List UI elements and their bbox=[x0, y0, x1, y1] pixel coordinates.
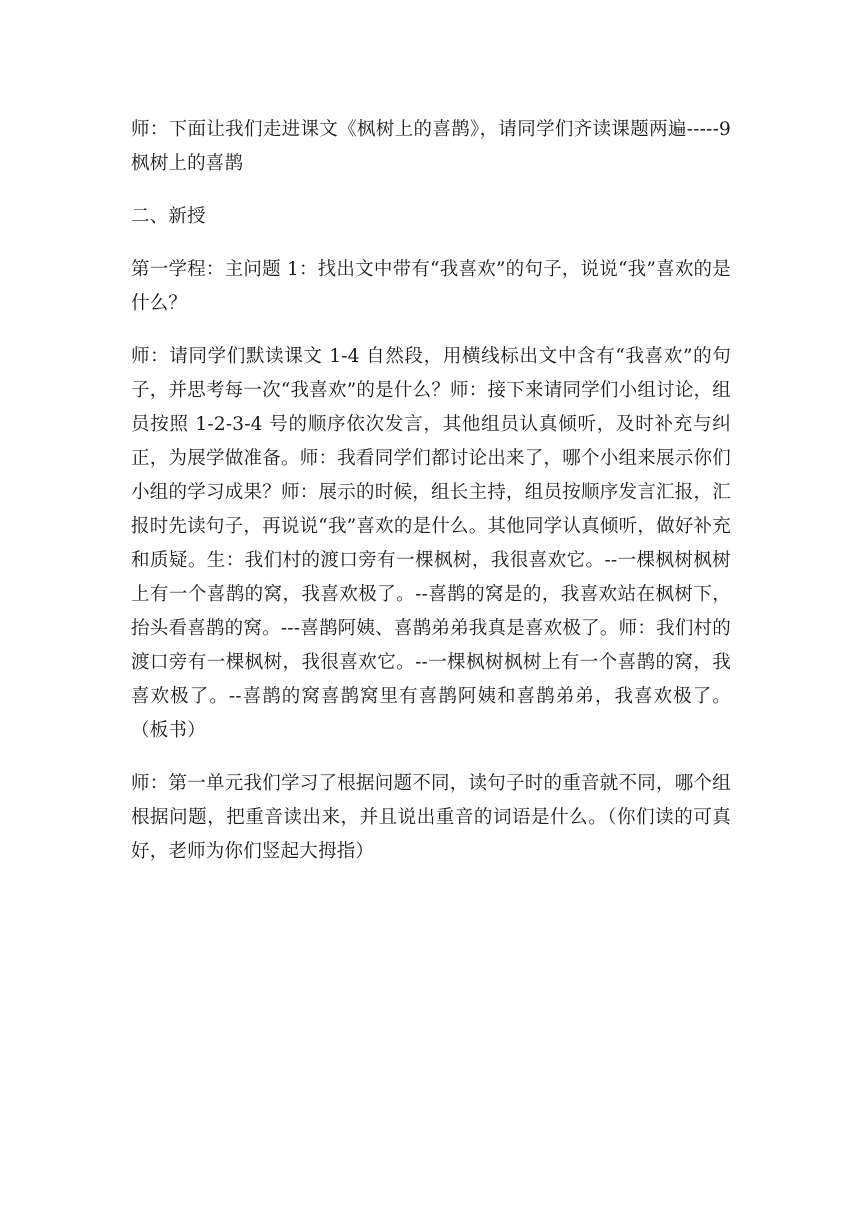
paragraph-intro: 师：下面让我们走进课文《枫树上的喜鹊》，请同学们齐读课题两遍-----9 枫树上的喜鹊 bbox=[131, 119, 731, 174]
section-heading-new-lesson: 二、新授 bbox=[131, 206, 206, 227]
document-body bbox=[131, 113, 731, 869]
paragraph-stress-reading: 师：第一单元我们学习了根据问题不同，读句子时的重音就不同，哪个组根据问题，把重音读出来，并且说出重音的词语是什么。（你们读的可真好，老师为你们竖起大拇指） bbox=[131, 773, 731, 862]
paragraph-main-question: 第一学程：主问题 1：找出文中带有“我喜欢”的句子，说说“我”喜欢的是什么？ bbox=[131, 259, 731, 314]
paragraph-teaching-process: 师：请同学们默读课文 1-4 自然段，用横线标出文中含有“我喜欢”的句子，并思考每一次“我喜欢”的是什么？师：接下来请同学们小组讨论，组员按照 1-2-3-4 号的顺序依次发言，其他组员认真倾听，及时补充与纠正，为展学做准备。师：我看同学们都讨论出来了，哪个小组来展示你们小组的学习成果？师：展示的时候，组长主持，组员按顺序发言汇报，汇报时先读句子，再说说“我”喜欢的是什么。其他同学认真倾听，做好补充和质疑。生：我们村的渡口旁有一棵枫树，我很喜欢它。--一棵枫树枫树上有一个喜鹊的窝，我喜欢极了。--喜鹊的窝是的，我喜欢站在枫树下，抬头看喜鹊的窝。---喜鹊阿姨、喜鹊弟弟我真是喜欢极了。师：我们村的渡口旁有一棵枫树，我很喜欢它。--一棵枫树枫树上有一个喜鹊的窝，我喜欢极了。--喜鹊的窝喜鹊窝里有喜鹊阿姨和喜鹊弟弟，我喜欢极了。（板书） bbox=[131, 346, 731, 741]
